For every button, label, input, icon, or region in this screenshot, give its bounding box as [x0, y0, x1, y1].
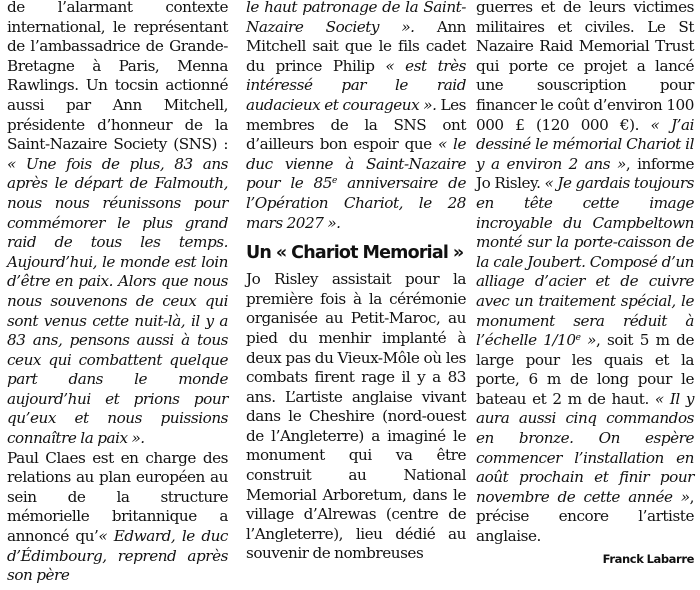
author-byline: Franck Labarre: [602, 551, 694, 566]
superscript: e: [331, 176, 337, 187]
quote-text: anniversaire de l’Opération Chariot, le 28 mars 2027 ».: [246, 174, 466, 232]
quote-text: « J’ai dessiné le mémorial Chariot il y a environ 2 ans »: [476, 115, 694, 173]
paragraph-5: [476, 0, 694, 547]
body-text: guerres et de leurs victimes militaires et civiles. Le St Nazaire Raid Memorial Trust qui porte ce projet a lancé une souscription pour financer le coût d’environ 100 000 £ (120 000 €).: [476, 0, 694, 134]
body-text: Jo Risley assistait pour la première fois à la cérémonie organisée au Petit-Maroc, au pied du menhir implanté à deux pas du Vieux-Môle où les combats firent rage il y a 83 ans. L’artiste anglaise vivant dans le Cheshire (nord-ouest de l’Angleterre) a imaginé le monument qui va être construit au National Memorial Arboretum, dans le village d’Alrewas (centre de l’Angleterre), lieu dédié au souvenir de nombreuses: [246, 270, 466, 563]
paragraph-3: [246, 0, 466, 233]
article-column-2: [246, 0, 466, 564]
paragraph-2: [7, 449, 228, 586]
quote-text: « Edward, le duc d’Édimbourg, reprend après son père: [7, 527, 228, 585]
paragraph-1: [7, 0, 228, 449]
article-column-3: [476, 0, 694, 567]
body-text: Ann Mitchell sait que le fils cadet du prince Philip: [246, 17, 466, 75]
body-text: Les membres de la SNS ont d’ailleurs bon espoir que: [246, 95, 466, 154]
quote-text: »: [580, 331, 596, 350]
quote-text: « Je gardais toujours en tête cette image incroyable du Campbeltown monté sur la porte-caisson de la cale Joubert. Composé d’un alliage d’acier et de cuivre avec un traitement spécial, le monument sera réduit à l’échelle 1/10: [476, 174, 694, 350]
superscript: e: [575, 333, 581, 344]
quote-text: le haut patronage de la Saint-Nazaire Society ».: [246, 0, 466, 36]
body-text: , informe Jo Risley.: [476, 154, 694, 193]
body-text: , précise encore l’artiste anglaise.: [476, 487, 694, 546]
quote-text: « Une fois de plus, 83 ans après le départ de Falmouth, nous nous réunissons pour commémorer le plus grand raid de tous les temps. Aujourd’hui, le monde est loin d’être en paix. Alors que nous nous souvenons de ceux qui sont venus cette nuit-là, il y a 83 ans, pensons aussi à tous ceux qui combattent quelque part dans le monde aujourd’hui et prions pour qu’eux et nous puissions connaître la paix ».: [7, 154, 228, 448]
article-column-1: [7, 0, 228, 586]
quote-text: « est très intéressé par le raid audacieux et courageux ».: [246, 56, 466, 114]
section-subheading: Un « Chariot Memorial »: [246, 243, 464, 264]
quote-text: « le duc vienne à Saint-Nazaire pour le 85: [246, 135, 466, 193]
body-text: Paul Claes est en charge des relations au plan européen au sein de la structure mémorielle britannique a annoncé qu’: [7, 448, 228, 546]
paragraph-4: [246, 270, 466, 564]
quote-text: « Il y aura aussi cinq commandos en bronze. On espère commencer l’installation en août prochain et finir pour novembre de cette année »: [476, 389, 695, 506]
body-text: de l’alarmant contexte international, le représentant de l’ambassadrice de Grande-Bretagne à Paris, Menna Rawlings. Un tocsin actionné aussi par Ann Mitchell, présidente d’honneur de la Saint-Nazaire Society (SNS) :: [7, 0, 228, 154]
body-text: , soit 5 m de large pour les quais et la porte, 6 m de long pour le bateau et 2 m de haut.: [476, 331, 694, 408]
